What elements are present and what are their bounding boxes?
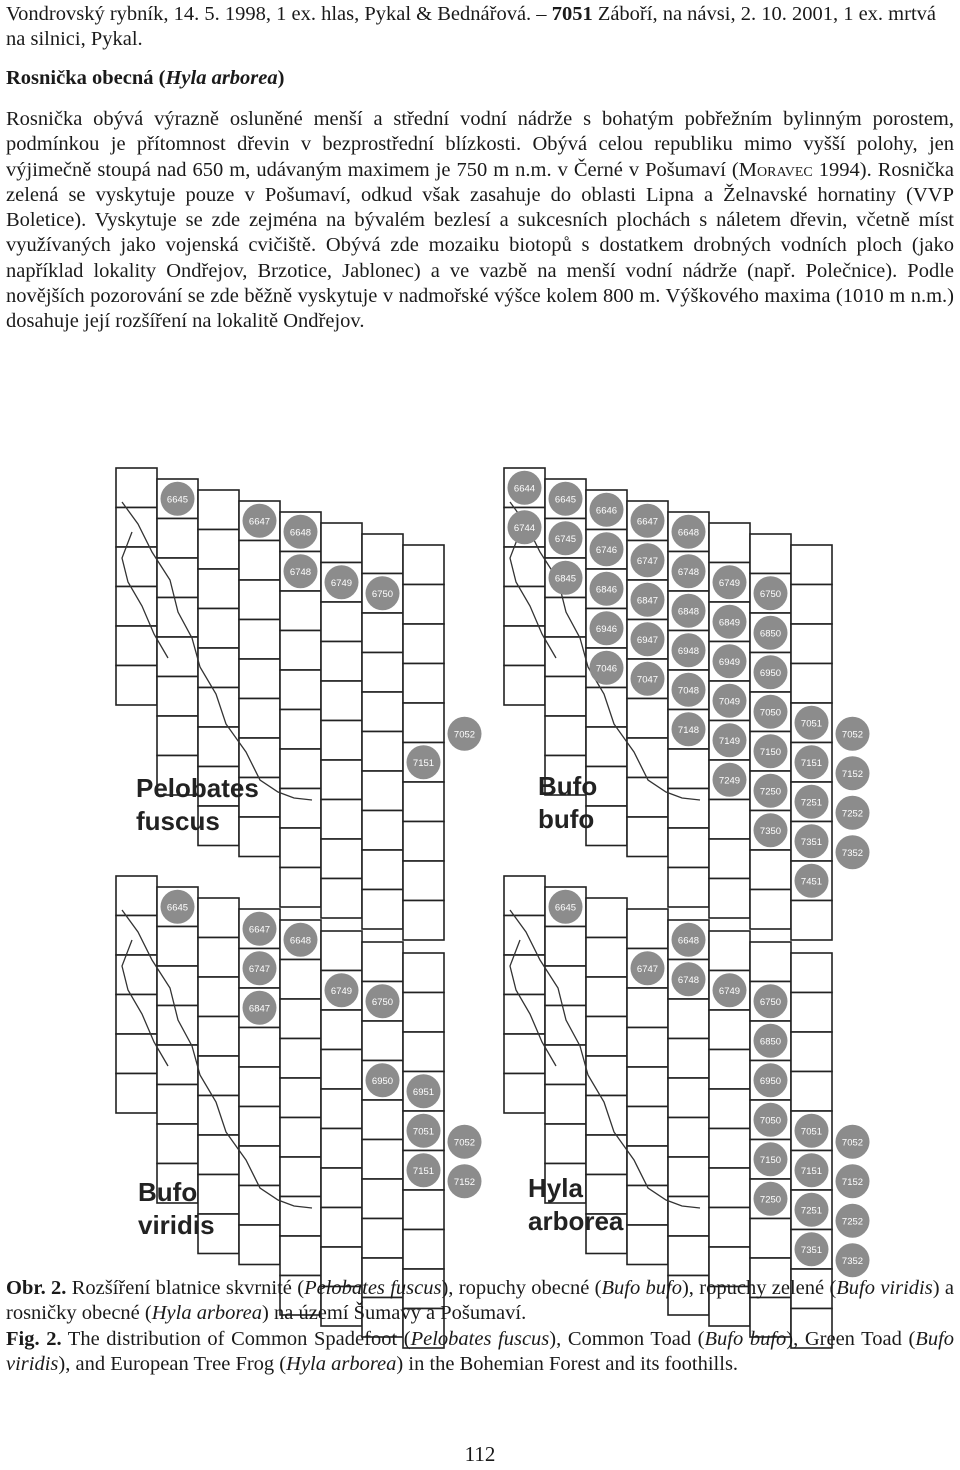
grid-square — [157, 1006, 198, 1046]
square-code-label: 6748 — [289, 566, 312, 578]
grid-square — [280, 1039, 321, 1079]
grid-square — [157, 1045, 198, 1085]
grid-square — [362, 653, 403, 693]
grid-square — [239, 1067, 280, 1107]
square-code-label: 7151 — [412, 757, 435, 769]
square-code-label: 7351 — [800, 836, 823, 848]
grid-square — [709, 1050, 750, 1090]
square-code-label: 7052 — [453, 729, 476, 741]
square-code-label: 7150 — [759, 746, 782, 758]
grid-square — [116, 995, 157, 1035]
square-code-label: 7151 — [800, 757, 823, 769]
square-code-label: 7050 — [759, 1115, 782, 1127]
grid-square — [586, 938, 627, 978]
grid-square — [403, 1230, 444, 1270]
grid-square — [239, 580, 280, 620]
square-code-label: 7051 — [412, 1126, 435, 1138]
square-code-label: 7152 — [841, 768, 864, 780]
square-code-label: 7252 — [841, 1216, 864, 1228]
caption-czech: Obr. 2. Rozšíření blatnice skvrnité (Pelobates fuscus), ropuchy obecné (Bufo bufo), ropuchy zelené (Bufo viridis) a rosničky obecné (Hyla arborea) na území Šumavy a Pošumaví. — [6, 1277, 954, 1325]
square-code-label: 6645 — [554, 494, 577, 506]
map-species-label: Pelobates fuscus — [136, 773, 259, 836]
grid-square — [239, 1028, 280, 1068]
grid-square — [198, 1056, 239, 1096]
grid-square — [668, 1078, 709, 1118]
square-code-label: 7451 — [800, 876, 823, 888]
grid-square — [627, 1186, 668, 1226]
grid-square — [403, 1032, 444, 1072]
grid-square — [362, 1140, 403, 1180]
grid-square — [668, 828, 709, 868]
map-species-label: Bufo viridis — [138, 1177, 215, 1240]
grid-square — [157, 1085, 198, 1125]
grid-square — [791, 953, 832, 993]
grid-square — [362, 1219, 403, 1259]
grid-square — [709, 1089, 750, 1129]
grid-square — [586, 1056, 627, 1096]
grid-square — [791, 624, 832, 664]
grid-square — [280, 670, 321, 710]
grid-square — [504, 666, 545, 706]
grid-square — [239, 699, 280, 739]
grid-square — [627, 778, 668, 818]
author-citation: Moravec — [738, 158, 813, 181]
grid-square — [280, 1236, 321, 1276]
grid-square — [198, 977, 239, 1017]
grid-square — [280, 1157, 321, 1197]
section-heading: Rosnička obecná (Hyla arborea) — [6, 67, 285, 89]
square-code-label: 6645 — [554, 902, 577, 914]
grid-square — [627, 1225, 668, 1265]
square-code-label: 6644 — [513, 483, 536, 495]
square-code-label: 7152 — [841, 1176, 864, 1188]
square-code-label: 6749 — [718, 577, 741, 589]
square-code-label: 6950 — [759, 1075, 782, 1087]
square-code-label: 6848 — [677, 606, 700, 618]
distribution-map-pelobates-fuscus — [108, 462, 476, 842]
square-code-label: 6648 — [677, 527, 700, 539]
grid-square — [504, 995, 545, 1035]
grid-square — [321, 602, 362, 642]
distribution-map-bufo-viridis — [108, 870, 476, 1250]
square-code-label: 6646 — [595, 505, 618, 517]
grid-square — [321, 721, 362, 761]
map-species-label: Bufo bufo — [538, 771, 598, 834]
square-code-label: 6845 — [554, 573, 577, 585]
grid-square — [157, 1124, 198, 1164]
square-code-label: 7251 — [800, 797, 823, 809]
grid-square — [545, 1124, 586, 1164]
square-code-label: 6951 — [412, 1086, 435, 1098]
square-code-label: 6750 — [759, 996, 782, 1008]
grid-square — [709, 523, 750, 563]
grid-square — [321, 1010, 362, 1050]
grid-square — [750, 534, 791, 574]
grid-square — [627, 1107, 668, 1147]
grid-square — [280, 960, 321, 1000]
grid-square — [403, 822, 444, 862]
square-code-label: 6846 — [595, 584, 618, 596]
square-code-label: 7351 — [800, 1244, 823, 1256]
square-code-label: 6949 — [718, 656, 741, 668]
square-code-label: 6749 — [330, 577, 353, 589]
grid-square — [321, 1208, 362, 1248]
grid-square — [545, 637, 586, 677]
grid-square — [668, 999, 709, 1039]
square-code-label: 6647 — [248, 516, 271, 528]
square-code-label: 7048 — [677, 685, 700, 697]
square-code-label: 6645 — [166, 494, 189, 506]
distribution-map-hyla-arborea — [496, 870, 864, 1267]
square-code-label: 6750 — [371, 996, 394, 1008]
grid-square — [403, 585, 444, 625]
grid-square — [791, 545, 832, 585]
square-code-label: 6950 — [371, 1075, 394, 1087]
square-code-label: 6647 — [636, 516, 659, 528]
square-code-label: 6849 — [718, 617, 741, 629]
grid-square — [504, 955, 545, 995]
grid-square — [321, 523, 362, 563]
square-code-label: 6748 — [677, 974, 700, 986]
grid-square — [627, 738, 668, 778]
grid-square — [362, 613, 403, 653]
square-code-label: 6850 — [759, 628, 782, 640]
grid-square — [362, 732, 403, 772]
square-code-label: 7148 — [677, 724, 700, 736]
grid-square — [116, 587, 157, 627]
grid-square — [321, 800, 362, 840]
square-code-label: 7250 — [759, 1194, 782, 1206]
grid-square — [280, 710, 321, 750]
grid-square — [627, 817, 668, 857]
grid-square — [198, 1017, 239, 1057]
grid-square — [116, 1074, 157, 1114]
grid-square — [627, 699, 668, 739]
grid-square — [116, 666, 157, 706]
square-code-label: 7252 — [841, 808, 864, 820]
grid-square — [545, 1006, 586, 1046]
square-code-label: 6750 — [371, 588, 394, 600]
grid-square — [157, 598, 198, 638]
square-code-label: 6747 — [636, 963, 659, 975]
grid-square — [321, 931, 362, 971]
body-paragraph: Rosnička obývá výrazně osluněné menší a střední vodní nádrže s bohatým pobřežním bylinným porostem, podmínkou je přítomnost dřevin v bezprostřední blízkosti. Obývá celou republiku mimo vyšší polohy, jen výjimečně stoupá nad 650 m, udávaným maximem je 750 m n.m. v Černé v Pošumaví (Moravec 1994). Rosnička zelená se vyskytuje pouze v Pošumaví, odkud však zasahuje do oblasti Lipna a Želnavské hornatiny (VVP Boletice). Vyskytuje se zde zejména na bývalém bezlesí a sukcesních plochách s náletem dřevin, včetně míst využívaných jako vojenská cvičiště. Obývá zde mozaiku biotopů s dostatkem drobných vodních ploch (jako například lokality Ondřejov, Brzotice, Jablonec) a ve vazbě na menší vodní nádrže (např. Polečnice). Podle novějších pozorování se zde běžně vyskytuje v nadmořské výšce kolem 800 m. Výškového maxima (1010 m n.m.) dosahuje její rozšíření na lokalitě Ondřejov. — [6, 108, 954, 333]
grid-square — [157, 966, 198, 1006]
square-code-label: 6744 — [513, 522, 536, 534]
grid-square — [198, 648, 239, 688]
grid-square — [280, 1118, 321, 1158]
grid-square — [157, 519, 198, 559]
grid-square — [280, 631, 321, 671]
square-code-label: 7150 — [759, 1154, 782, 1166]
square-code-label: 6645 — [166, 902, 189, 914]
grid-square — [504, 547, 545, 587]
square-code-label: 6648 — [289, 935, 312, 947]
square-code-label: 6850 — [759, 1036, 782, 1048]
grid-square — [239, 620, 280, 660]
grid-square — [403, 953, 444, 993]
grid-square — [668, 1118, 709, 1158]
square-code-label: 7050 — [759, 707, 782, 719]
grid-square — [403, 545, 444, 585]
grid-square — [157, 637, 198, 677]
grid-square — [239, 541, 280, 581]
square-code-label: 6648 — [677, 935, 700, 947]
grid-square — [504, 1074, 545, 1114]
square-code-label: 6748 — [677, 566, 700, 578]
square-code-label: 7151 — [412, 1165, 435, 1177]
grid-square — [116, 876, 157, 916]
grid-square — [157, 558, 198, 598]
grid-square — [709, 931, 750, 971]
square-code-label: 7046 — [595, 663, 618, 675]
grid-square — [157, 716, 198, 756]
grid-square — [791, 1072, 832, 1112]
grid-square — [362, 1100, 403, 1140]
grid-square — [545, 677, 586, 717]
square-code-label: 6847 — [636, 595, 659, 607]
square-code-label: 7049 — [718, 696, 741, 708]
grid-square — [280, 591, 321, 631]
grid-square — [791, 993, 832, 1033]
grid-square — [321, 1050, 362, 1090]
grid-square — [403, 993, 444, 1033]
square-code-label: 6948 — [677, 645, 700, 657]
grid-square — [239, 1186, 280, 1226]
square-code-label: 6745 — [554, 533, 577, 545]
square-code-label: 7051 — [800, 1126, 823, 1138]
grid-square — [545, 927, 586, 967]
square-code-label: 7350 — [759, 825, 782, 837]
grid-square — [668, 1039, 709, 1079]
grid-square — [545, 598, 586, 638]
grid-square — [116, 468, 157, 508]
grid-square — [321, 642, 362, 682]
grid-square — [362, 771, 403, 811]
grid-square — [239, 1107, 280, 1147]
square-code-label: 6648 — [289, 527, 312, 539]
square-code-label: 7250 — [759, 786, 782, 798]
grid-square — [280, 828, 321, 868]
grid-square — [791, 585, 832, 625]
grid-square — [198, 490, 239, 530]
square-code-label: 6747 — [636, 555, 659, 567]
grid-square — [403, 624, 444, 664]
grid-square — [668, 749, 709, 789]
grid-square — [403, 664, 444, 704]
grid-square — [791, 664, 832, 704]
map-species-label: Hyla arborea — [528, 1173, 624, 1236]
grid-square — [116, 955, 157, 995]
grid-square — [545, 1045, 586, 1085]
grid-square — [198, 569, 239, 609]
grid-square — [157, 927, 198, 967]
grid-square — [709, 800, 750, 840]
square-code-label: 7151 — [800, 1165, 823, 1177]
square-code-label: 6847 — [248, 1003, 271, 1015]
grid-square — [586, 1017, 627, 1057]
grid-square — [116, 916, 157, 956]
grid-square — [116, 508, 157, 548]
square-code-label: 7052 — [841, 729, 864, 741]
square-code-label: 6747 — [248, 963, 271, 975]
square-code-label: 7249 — [718, 775, 741, 787]
square-code-label: 7149 — [718, 735, 741, 747]
grid-square — [198, 530, 239, 570]
grid-square — [586, 977, 627, 1017]
grid-square — [545, 1085, 586, 1125]
grid-square — [627, 988, 668, 1028]
grid-square — [362, 692, 403, 732]
square-code-label: 7052 — [841, 1137, 864, 1149]
grid-square — [627, 1028, 668, 1068]
square-code-label: 6647 — [248, 924, 271, 936]
grid-square — [198, 898, 239, 938]
grid-square — [403, 703, 444, 743]
figure-caption — [6, 1276, 954, 1377]
square-code-label: 7152 — [453, 1176, 476, 1188]
grid-square — [627, 909, 668, 949]
grid-square — [586, 1096, 627, 1136]
grid-square — [362, 811, 403, 851]
grid-square — [239, 1146, 280, 1186]
square-code-label: 7052 — [453, 1137, 476, 1149]
grid-square — [668, 1236, 709, 1276]
grid-square — [545, 966, 586, 1006]
grid-square — [280, 749, 321, 789]
grid-square — [321, 1168, 362, 1208]
grid-square — [504, 876, 545, 916]
grid-square — [362, 1179, 403, 1219]
grid-square — [586, 688, 627, 728]
grid-square — [157, 677, 198, 717]
grid-square — [280, 1078, 321, 1118]
grid-square — [750, 1219, 791, 1259]
square-code-label: 7352 — [841, 1255, 864, 1267]
grid-square — [403, 1190, 444, 1230]
grid-square — [504, 587, 545, 627]
page-number: 112 — [464, 1442, 496, 1466]
grid-square — [791, 1032, 832, 1072]
grid-square — [116, 547, 157, 587]
square-code-label: 6946 — [595, 623, 618, 635]
square-code-label: 7251 — [800, 1205, 823, 1217]
grid-square — [709, 1129, 750, 1169]
grid-square — [321, 1089, 362, 1129]
caption-english: Fig. 2. The distribution of Common Spadefoot (Pelobates fuscus), Common Toad (Bufo bufo), Green Toad (Bufo viridis), and European Tree Frog (Hyla arborea) in the Bohemian Forest and its foothills. — [6, 1327, 955, 1375]
grid-square — [504, 916, 545, 956]
grid-square — [280, 999, 321, 1039]
grid-square — [709, 1010, 750, 1050]
grid-square — [750, 942, 791, 982]
grid-square — [504, 626, 545, 666]
square-code-label: 6750 — [759, 588, 782, 600]
square-code-label: 7047 — [636, 674, 659, 686]
grid-square — [668, 1157, 709, 1197]
square-code-label: 6947 — [636, 634, 659, 646]
square-code-label: 6746 — [595, 544, 618, 556]
distribution-map-bufo-bufo — [496, 462, 864, 888]
grid-square — [709, 1168, 750, 1208]
grid-square — [116, 626, 157, 666]
grid-square — [198, 609, 239, 649]
grid-square — [586, 898, 627, 938]
grid-square — [627, 1146, 668, 1186]
square-code-label: 6950 — [759, 667, 782, 679]
grid-square — [239, 1225, 280, 1265]
grid-square — [198, 1096, 239, 1136]
square-code-label: 7352 — [841, 847, 864, 859]
grid-square — [545, 716, 586, 756]
grid-square — [321, 760, 362, 800]
grid-square — [627, 1067, 668, 1107]
grid-square — [403, 782, 444, 822]
square-code-label: 6749 — [718, 985, 741, 997]
grid-square — [362, 942, 403, 982]
grid-square — [709, 1208, 750, 1248]
top-reference: Vondrovský rybník, 14. 5. 1998, 1 ex. hlas, Pykal & Bednářová. – 7051 Záboří, na návsi, 2. 10. 2001, 1 ex. mrtvá na silnici, Pykal. — [6, 3, 936, 51]
square-code-label: 6749 — [330, 985, 353, 997]
grid-square — [504, 1034, 545, 1074]
grid-square — [362, 534, 403, 574]
grid-square — [362, 1021, 403, 1061]
grid-square — [239, 659, 280, 699]
grid-square — [198, 688, 239, 728]
grid-square — [321, 681, 362, 721]
grid-square — [321, 1129, 362, 1169]
grid-square — [116, 1034, 157, 1074]
square-code-label: 7051 — [800, 718, 823, 730]
grid-square — [198, 938, 239, 978]
